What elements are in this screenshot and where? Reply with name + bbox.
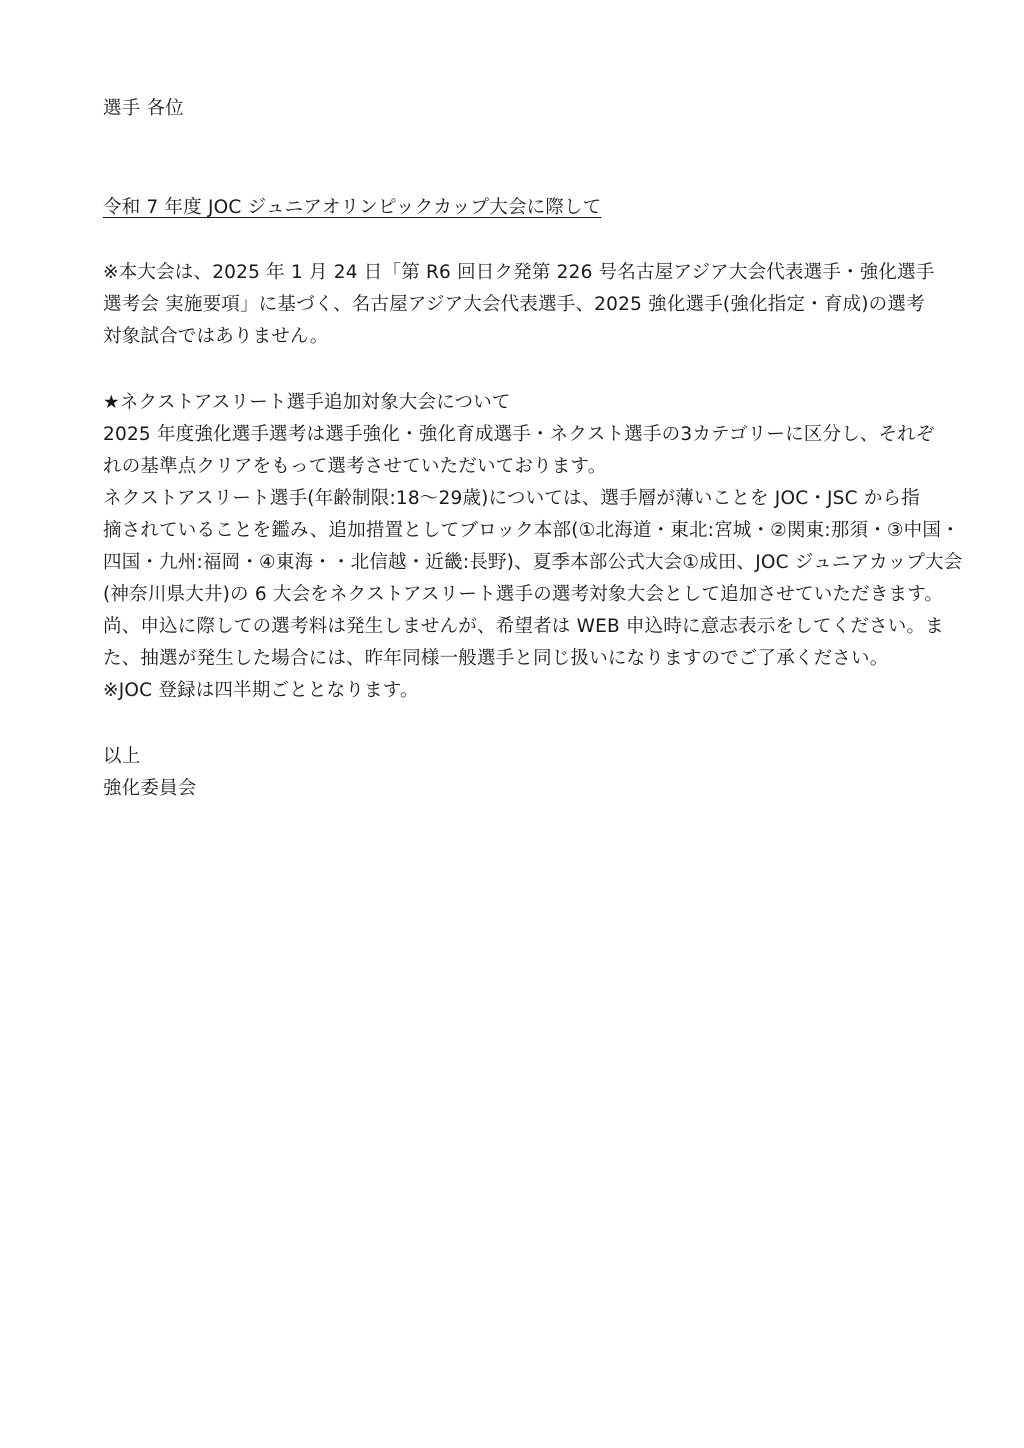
document-title: 令和 7 年度 JOC ジュニアオリンピックカップ大会に際して bbox=[103, 197, 602, 218]
section-line: た、抽選が発生した場合には、昨年同様一般選手と同じ扱いになりますのでご了承ください。 bbox=[103, 648, 889, 669]
section-line: ※JOC 登録は四半期ごととなります。 bbox=[103, 680, 419, 701]
section-heading: ★ネクストアスリート選手追加対象大会について bbox=[103, 392, 511, 413]
notice-line: ※本大会は、2025 年 1 月 24 日「第 R6 回日ク発第 226 号名古屋アジア大会代表選手・強化選手 bbox=[103, 262, 935, 283]
section-line: れの基準点クリアをもって選考させていただいております。 bbox=[103, 456, 607, 477]
section-line: (神奈川県大井)の 6 大会をネクストアスリート選手の選考対象大会として追加させていただきます。 bbox=[103, 584, 944, 605]
section-line: 四国・九州:福岡・④東海・・北信越・近畿:長野)、夏季本部公式大会①成田、JOC ジュニアカップ大会 bbox=[103, 552, 963, 573]
signature: 強化委員会 bbox=[103, 778, 197, 799]
section-line: 2025 年度強化選手選考は選手強化・強化育成選手・ネクスト選手の3カテゴリーに区分し、それぞ bbox=[103, 424, 935, 445]
section-line: ネクストアスリート選手(年齢制限:18～29歳)については、選手層が薄いことを JOC・JSC から指 bbox=[103, 488, 920, 509]
notice-line: 選考会 実施要項」に基づく、名古屋アジア大会代表選手、2025 強化選手(強化指定・育成)の選考 bbox=[103, 294, 925, 315]
closing-mark: 以上 bbox=[103, 746, 141, 767]
section-line: 摘されていることを鑑み、追加措置としてブロック本部(①北海道・東北:宮城・②関東:那須・③中国・ bbox=[103, 520, 960, 541]
section-line: 尚、申込に際しての選考料は発生しませんが、希望者は WEB 申込時に意志表示をしてください。ま bbox=[103, 616, 944, 637]
notice-line: 対象試合ではありません。 bbox=[103, 326, 329, 347]
addressee: 選手 各位 bbox=[103, 98, 184, 119]
